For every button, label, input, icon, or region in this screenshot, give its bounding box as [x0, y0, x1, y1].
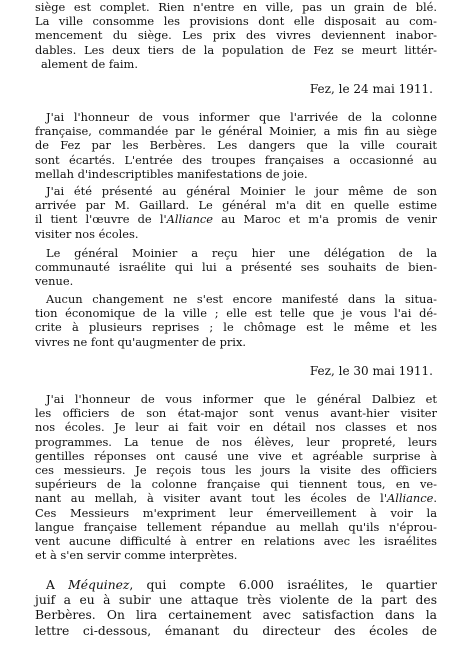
- text-run: nant au mellah, à visiter avant tout les écoles de l': [35, 491, 387, 506]
- text-line: de Fez par les Berbères. Les dangers que la ville courait: [35, 138, 437, 153]
- mequinez-italic: Méquinez: [68, 578, 130, 592]
- text-line: programmes. La tenue de nos élèves, leur propreté, leurs: [35, 434, 437, 449]
- text-line: mellah d'indescriptibles manifestations de joie.: [35, 166, 308, 181]
- text-line: J'ai l'honneur de vous informer que l'arrivée de la colonne: [46, 110, 437, 124]
- paragraph-moinier: [35, 184, 437, 241]
- text-line: arrivée par M. Gaillard. Le général m'a dit en quelle estime: [35, 198, 437, 213]
- text-line: gentilles réponses ont causé une vive et agréable surprise à: [35, 448, 437, 463]
- text-line: nos écoles. Je leur ai fait voir en détail nos classes et nos: [35, 420, 437, 435]
- text-line: J'ai été présenté au général Moinier le jour même de son: [46, 184, 437, 198]
- text-line: siège est complet. Rien n'entre en ville, pas un grain de blé.: [35, 0, 437, 14]
- text-line: communauté israélite qui lui a présenté ses souhaits de bien-: [35, 260, 437, 275]
- text-line: La ville consomme les provisions dont elle disposait au com-: [35, 14, 437, 29]
- dateline-text: Fez, le 24 mai 1911.: [309, 82, 433, 96]
- text-line: française, commandée par le général Moinier, a mis fin au siège: [35, 124, 437, 139]
- paragraph-situation: [35, 292, 437, 349]
- paragraph-delegation: [35, 246, 437, 289]
- text-line: dables. Les deux tiers de la population de Fez se meurt littér-: [35, 42, 437, 57]
- text-run: au Maroc et m'a promis de venir: [213, 212, 437, 227]
- paragraph-dalbiez: [35, 392, 437, 562]
- text-run: A: [46, 578, 69, 592]
- alliance-italic: Alliance: [386, 491, 434, 506]
- text-line: crite à plusieurs reprises ; le chômage est le même et les: [35, 320, 437, 335]
- text-line: tion économique de la ville ; elle est telle que je vous l'ai dé-: [35, 306, 437, 321]
- dateline-24-mai: [35, 82, 437, 97]
- dateline-text: Fez, le 30 mai 1911.: [309, 364, 433, 378]
- text-line: Aucun changement ne s'est encore manifesté dans la situa-: [46, 292, 437, 306]
- paragraph-siege: [35, 0, 437, 71]
- text-line: supérieurs de la colonne française qui tiennent tous, en ve-: [35, 477, 437, 492]
- text-line: les officiers de son état-major sont venus avant-hier visiter: [35, 406, 437, 421]
- text-run: .: [433, 491, 437, 506]
- text-line: venue.: [35, 274, 74, 289]
- text-run: il tient l'œuvre de l': [35, 212, 167, 227]
- text-line: ces messieurs. Je reçois tous les jours la visite des officiers: [35, 463, 437, 478]
- text-line: visiter nos écoles.: [35, 226, 139, 241]
- text-run: , qui compte 6.000 israélites, le quartier: [129, 578, 437, 592]
- text-line: vivres ne font qu'augmenter de prix.: [35, 334, 246, 349]
- text-line: lettre ci-dessous, émanant du directeur des écoles de: [35, 623, 437, 638]
- text-line: J'ai l'honneur de vous informer que le général Dalbiez et: [46, 392, 437, 406]
- text-line: sont écartés. L'entrée des troupes françaises a occasionné au: [35, 152, 437, 167]
- text-line: juif a eu à subir une attaque très violente de la part des: [35, 593, 437, 608]
- text-line: langue française tellement répandue au mellah qu'ils n'éprou-: [35, 519, 437, 534]
- alliance-italic: Alliance: [166, 212, 214, 227]
- text-line: [35, 212, 437, 226]
- text-line: alement de faim.: [41, 56, 138, 71]
- dateline-30-mai: [35, 364, 437, 379]
- text-line: et à s'en servir comme interprètes.: [35, 548, 238, 563]
- text-line: Berbères. On lira certainement avec satisfaction dans la: [35, 608, 437, 623]
- text-line: Le général Moinier a reçu hier une délégation de la: [46, 246, 437, 260]
- text-line: vent aucune difficulté à entrer en relations avec les israélites: [35, 534, 437, 549]
- paragraph-colonne: [35, 110, 437, 181]
- text-line: Ces Messieurs m'expriment leur émerveillement à voir la: [35, 505, 437, 520]
- text-line: mencement du siège. Les prix des vivres deviennent inabor-: [35, 28, 437, 43]
- text-line: [35, 491, 437, 505]
- text-line: [35, 578, 437, 593]
- paragraph-mequinez: [35, 578, 437, 639]
